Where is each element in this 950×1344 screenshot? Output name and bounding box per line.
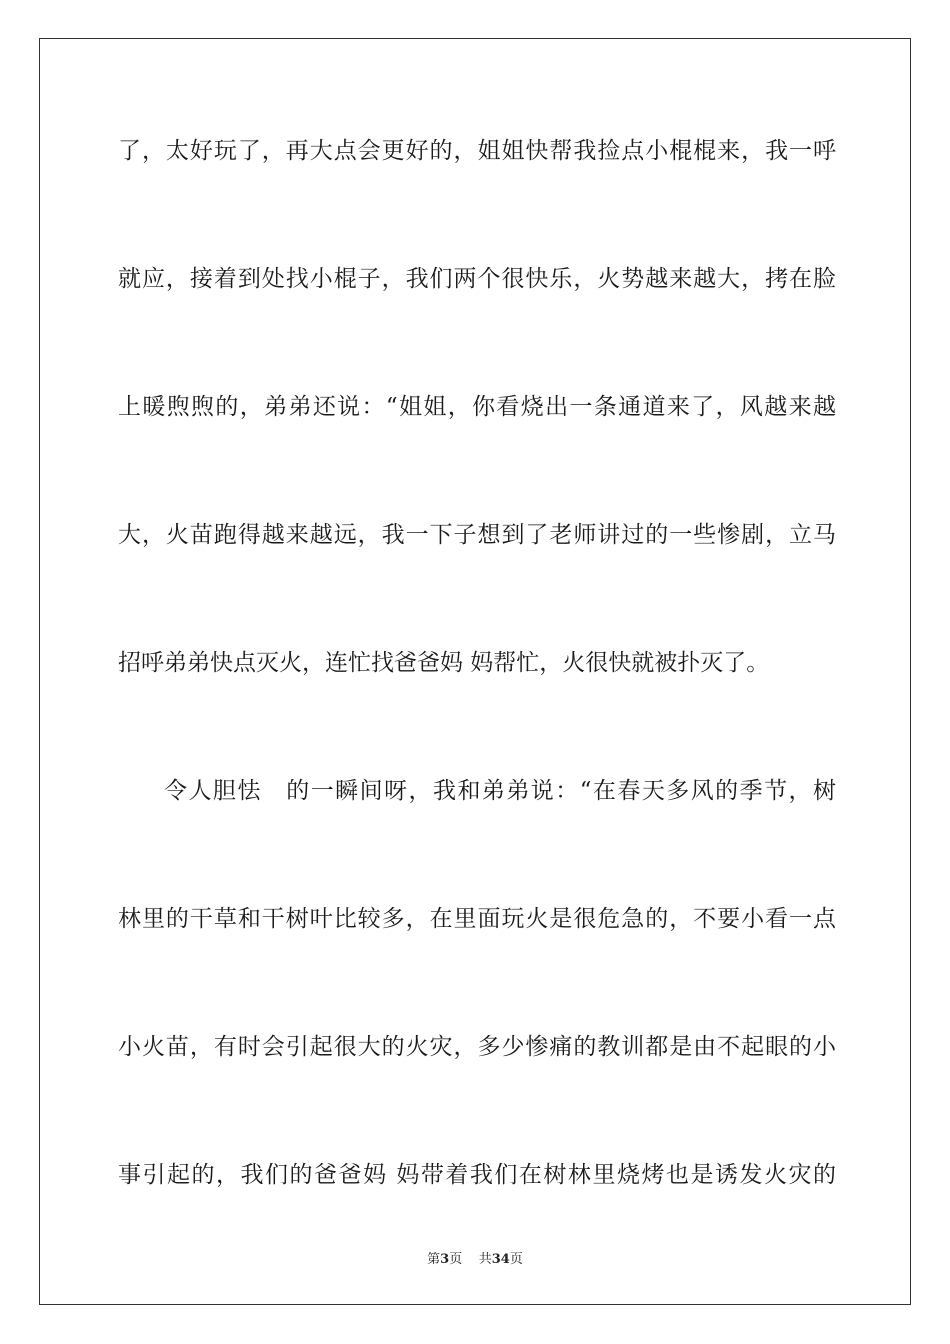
text-line-6: 令人胆怯 的一瞬间呀，我和弟弟说：“在春天多风的季节，树 <box>164 778 836 804</box>
text-line-3: 上暖煦煦的，弟弟还说：“姐姐，你看烧出一条通道来了，风越来越 <box>118 394 836 420</box>
text-line-1: 了，太好玩了，再大点会更好的，姐姐快帮我捡点小棍棍来，我一呼 <box>118 138 836 164</box>
total-pages: 34 <box>491 1252 510 1267</box>
page-number: 3 <box>440 1252 450 1267</box>
page-footer <box>0 1248 950 1267</box>
text-line-2: 就应，接着到处找小棍子，我们两个很快乐，火势越来越大，拷在脸 <box>118 266 836 292</box>
total-suffix: 页 <box>509 1252 523 1267</box>
text-line-9: 事引起的，我们的爸爸妈 妈带着我们在树林里烧烤也是诱发火灾的 <box>118 1162 836 1188</box>
text-line-4: 大，火苗跑得越来越远，我一下子想到了老师讲过的一些惨剧，立马 <box>118 522 836 548</box>
text-line-8: 小火苗，有时会引起很大的火灾，多少惨痛的教训都是由不起眼的小 <box>118 1034 836 1060</box>
text-line-7: 林里的干草和干树叶比较多，在里面玩火是很危急的，不要小看一点 <box>118 906 836 932</box>
total-prefix: 共 <box>478 1252 492 1267</box>
page-prefix: 第 <box>427 1252 441 1267</box>
text-line-5: 招呼弟弟快点灭火，连忙找爸爸妈 妈帮忙，火很快就被扑灭了。 <box>118 650 770 676</box>
document-body <box>118 119 836 1271</box>
page-suffix: 页 <box>449 1252 463 1267</box>
